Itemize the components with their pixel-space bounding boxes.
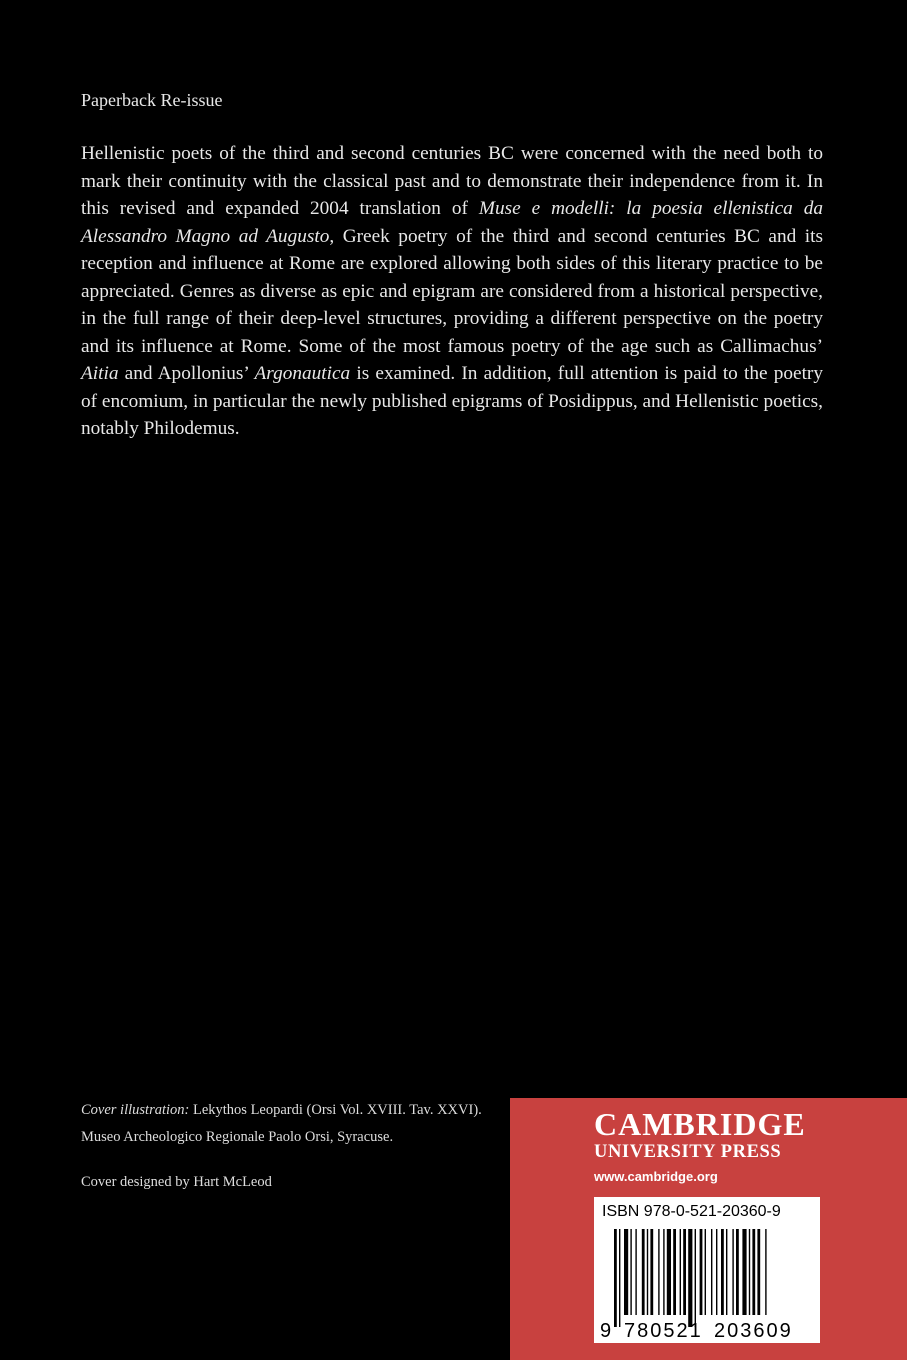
cover-illustration-text: Lekythos Leopardi (Orsi Vol. XVIII. Tav. XXVI). xyxy=(189,1102,482,1118)
barcode-bar xyxy=(642,1229,645,1315)
barcode-bar xyxy=(614,1229,617,1327)
reissue-label: Paperback Re-issue xyxy=(81,90,223,110)
museum-line: Museo Archeologico Regionale Paolo Orsi, Syracuse. xyxy=(81,1129,394,1145)
barcode-bar xyxy=(700,1229,703,1315)
blurb-text-3: and Apollonius’ xyxy=(118,363,255,384)
barcode-bar xyxy=(716,1229,717,1315)
barcode-box xyxy=(594,1197,820,1343)
barcode-bar xyxy=(742,1229,746,1315)
blurb-text-1: Hellenistic poets of the third and second centuries BC were concerned with the need both to mark their continuity with the classical past and to demonstrate their independence from it. In this revised and expanded 2004 translation of xyxy=(81,143,823,219)
cover-illustration-line xyxy=(81,1102,511,1119)
barcode-bar xyxy=(647,1229,648,1315)
isbn-label: ISBN 978-0-521-20360-9 xyxy=(602,1203,781,1220)
barcode-bars xyxy=(614,1229,767,1327)
barcode-bar xyxy=(635,1229,636,1315)
barcode-bar xyxy=(732,1229,733,1315)
barcode-bar xyxy=(630,1229,631,1315)
barcode-bar xyxy=(667,1229,671,1315)
barcode-bar xyxy=(658,1229,659,1315)
barcode-bar xyxy=(619,1229,620,1327)
barcode-bar xyxy=(711,1229,712,1315)
barcode-bar xyxy=(680,1229,681,1315)
barcode-bar xyxy=(673,1229,676,1315)
publisher-panel xyxy=(510,1098,907,1360)
barcode-bar xyxy=(688,1229,692,1327)
designer-line: Cover designed by Hart McLeod xyxy=(81,1174,272,1190)
barcode-bar xyxy=(650,1229,653,1315)
barcode-right-digits: 203609 xyxy=(714,1320,793,1342)
barcode-first-digit: 9 xyxy=(600,1320,612,1342)
blurb-italic-argonautica: Argonautica xyxy=(254,363,351,384)
barcode-bar xyxy=(752,1229,755,1315)
blurb-text-2: , Greek poetry of the third and second centuries BC and its reception and influence at Rome are explored allowing both sides of this literary practice to be appreciated. Genres as diverse as epic and epigram are considered from a historical perspective, in the full range of their deep-level structures, providing a different perspective on the poetry and its influence at Rome. Some of the most famous poetry of the age such as Callimachus’ xyxy=(81,225,823,357)
blurb-italic-title: Muse e modelli: la poesia ellenistica da Alessandro Magno ad Augusto xyxy=(81,198,823,247)
barcode-bar xyxy=(726,1229,727,1315)
publisher-name: CAMBRIDGE xyxy=(594,1106,806,1142)
cover-illustration-label: Cover illustration: xyxy=(81,1102,190,1118)
barcode-bar xyxy=(749,1229,750,1315)
barcode-bar xyxy=(721,1229,724,1315)
publisher-url: www.cambridge.org xyxy=(594,1169,718,1184)
barcode-left-digits: 780521 xyxy=(624,1320,703,1342)
barcode-bar xyxy=(705,1229,706,1315)
barcode-bar xyxy=(683,1229,686,1315)
barcode-bar xyxy=(765,1229,766,1315)
barcode-bar xyxy=(695,1229,696,1327)
publisher-subname: UNIVERSITY PRESS xyxy=(594,1142,782,1162)
barcode-bar xyxy=(736,1229,739,1315)
blurb-italic-aitia: Aitia xyxy=(81,363,119,384)
cover-credits xyxy=(81,1102,511,1201)
blurb-text-4: is examined. In addition, full attention is paid to the poetry of encomium, in particular the newly published epigrams of Posidippus, and Hellenistic poetics, notably Philodemus. xyxy=(81,363,823,439)
barcode-bar xyxy=(663,1229,664,1315)
barcode xyxy=(594,1227,820,1343)
barcode-bar xyxy=(757,1229,760,1315)
barcode-bar xyxy=(624,1229,628,1315)
description-blurb xyxy=(81,140,823,443)
